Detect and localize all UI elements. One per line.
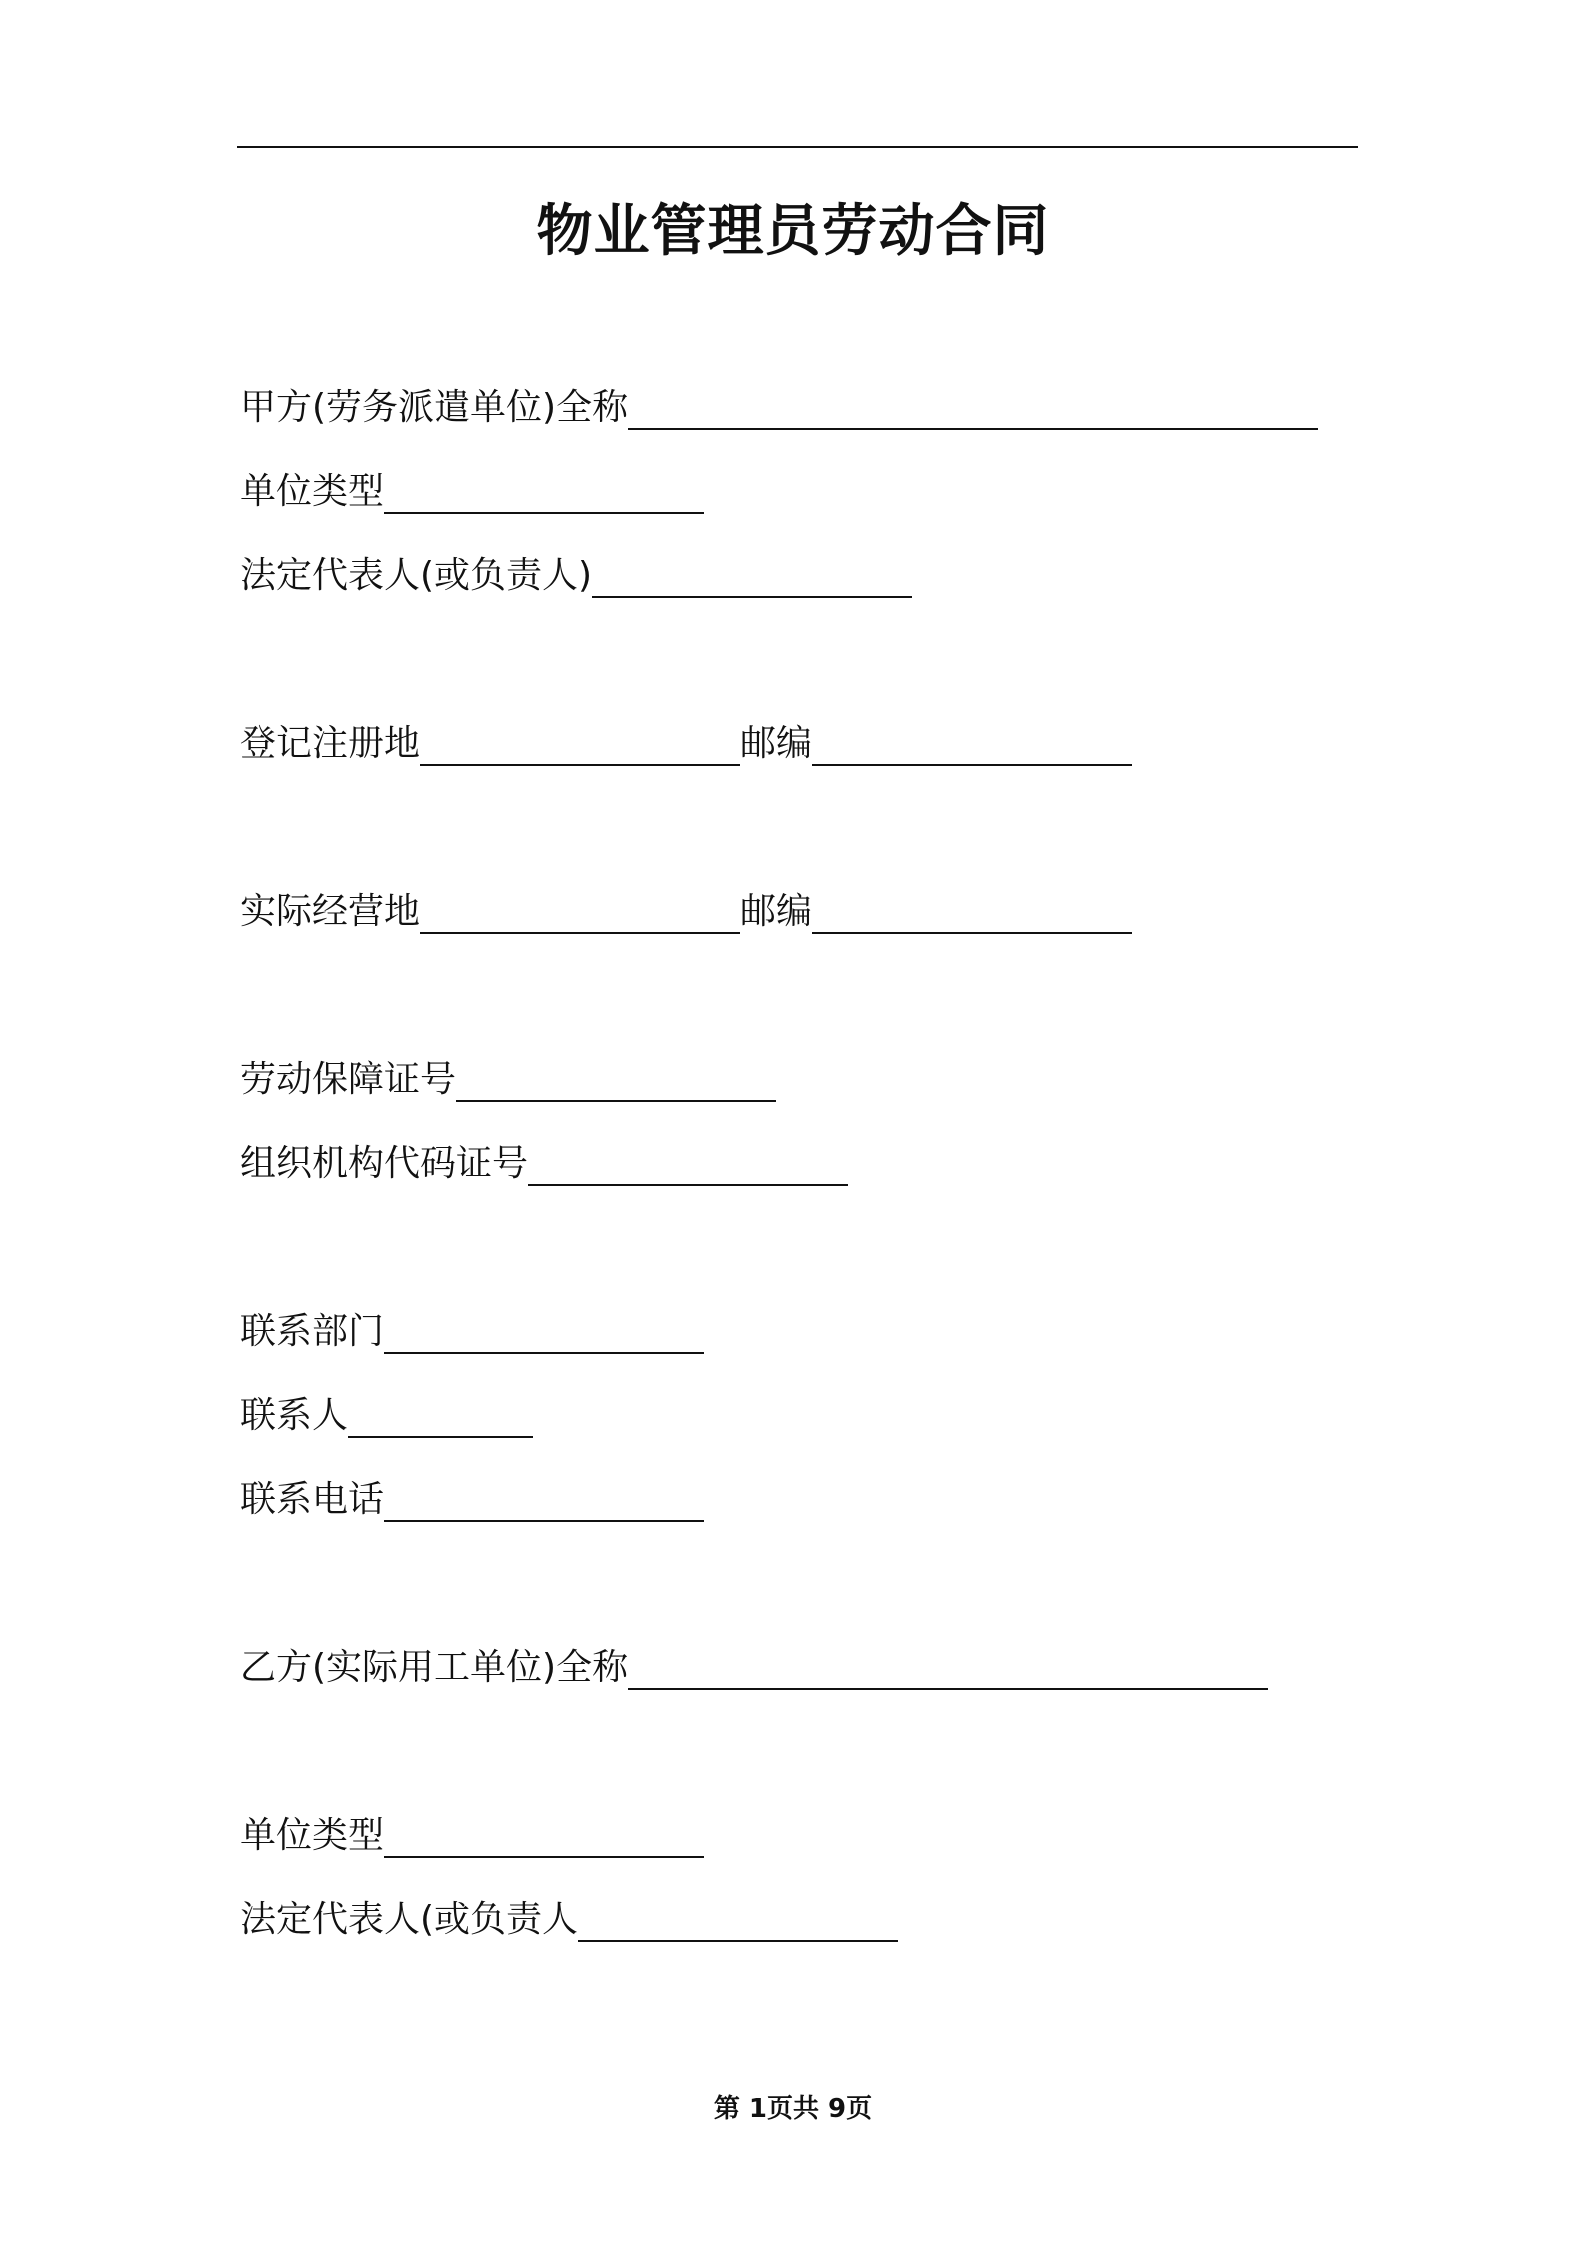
header-rule <box>237 146 1358 148</box>
party-a-full-name-blank[interactable] <box>628 388 1318 430</box>
party-b-full-name-row <box>240 1638 1268 1690</box>
party-a-contact-department-blank[interactable] <box>384 1312 704 1354</box>
party-a-labor-security-label: 劳动保障证号 <box>240 1059 457 1100</box>
party-a-business-address-blank[interactable] <box>420 892 740 934</box>
party-b-legal-rep-blank[interactable] <box>578 1900 898 1942</box>
document-title: 物业管理员劳动合同 <box>536 199 1050 264</box>
party-a-business-address-row <box>240 882 1132 934</box>
party-a-full-name-row <box>240 378 1318 430</box>
party-a-org-code-blank[interactable] <box>528 1144 848 1186</box>
party-a-registered-address-row <box>240 714 1132 766</box>
party-a-contact-phone-row <box>240 1470 704 1522</box>
party-a-contact-person-row <box>240 1386 533 1438</box>
party-a-legal-rep-label: 法定代表人(或负责人) <box>240 555 593 596</box>
party-b-unit-type-row <box>240 1806 704 1858</box>
party-a-org-code-label: 组织机构代码证号 <box>240 1143 529 1184</box>
party-a-unit-type-label: 单位类型 <box>240 471 385 512</box>
party-a-business-postcode-blank[interactable] <box>812 892 1132 934</box>
party-b-legal-rep-row <box>240 1890 898 1942</box>
party-a-labor-security-blank[interactable] <box>456 1060 776 1102</box>
party-a-legal-rep-blank[interactable] <box>592 556 912 598</box>
party-a-legal-rep-row <box>240 546 912 598</box>
page-indicator: 第 1页共 9页 <box>713 2094 873 2124</box>
party-b-full-name-blank[interactable] <box>628 1648 1268 1690</box>
party-a-business-address-label: 实际经营地 <box>240 891 421 932</box>
party-a-full-name-label: 甲方(劳务派遣单位)全称 <box>240 387 629 428</box>
party-a-unit-type-row <box>240 462 704 514</box>
party-b-unit-type-label: 单位类型 <box>240 1815 385 1856</box>
party-a-contact-department-label: 联系部门 <box>240 1311 385 1352</box>
party-a-unit-type-blank[interactable] <box>384 472 704 514</box>
party-a-org-code-row <box>240 1134 848 1186</box>
party-a-registered-postcode-label: 邮编 <box>740 723 813 764</box>
party-b-unit-type-blank[interactable] <box>384 1816 704 1858</box>
party-a-labor-security-row <box>240 1050 776 1102</box>
party-a-registered-address-blank[interactable] <box>420 724 740 766</box>
party-a-contact-phone-blank[interactable] <box>384 1480 704 1522</box>
party-a-business-postcode-label: 邮编 <box>740 891 813 932</box>
party-a-contact-person-label: 联系人 <box>240 1395 349 1436</box>
party-b-full-name-label: 乙方(实际用工单位)全称 <box>240 1647 629 1688</box>
party-a-contact-person-blank[interactable] <box>348 1396 533 1438</box>
party-a-registered-postcode-blank[interactable] <box>812 724 1132 766</box>
party-a-contact-department-row <box>240 1302 704 1354</box>
party-b-legal-rep-label: 法定代表人(或负责人 <box>240 1899 579 1940</box>
party-a-registered-address-label: 登记注册地 <box>240 723 421 764</box>
party-a-contact-phone-label: 联系电话 <box>240 1479 385 1520</box>
